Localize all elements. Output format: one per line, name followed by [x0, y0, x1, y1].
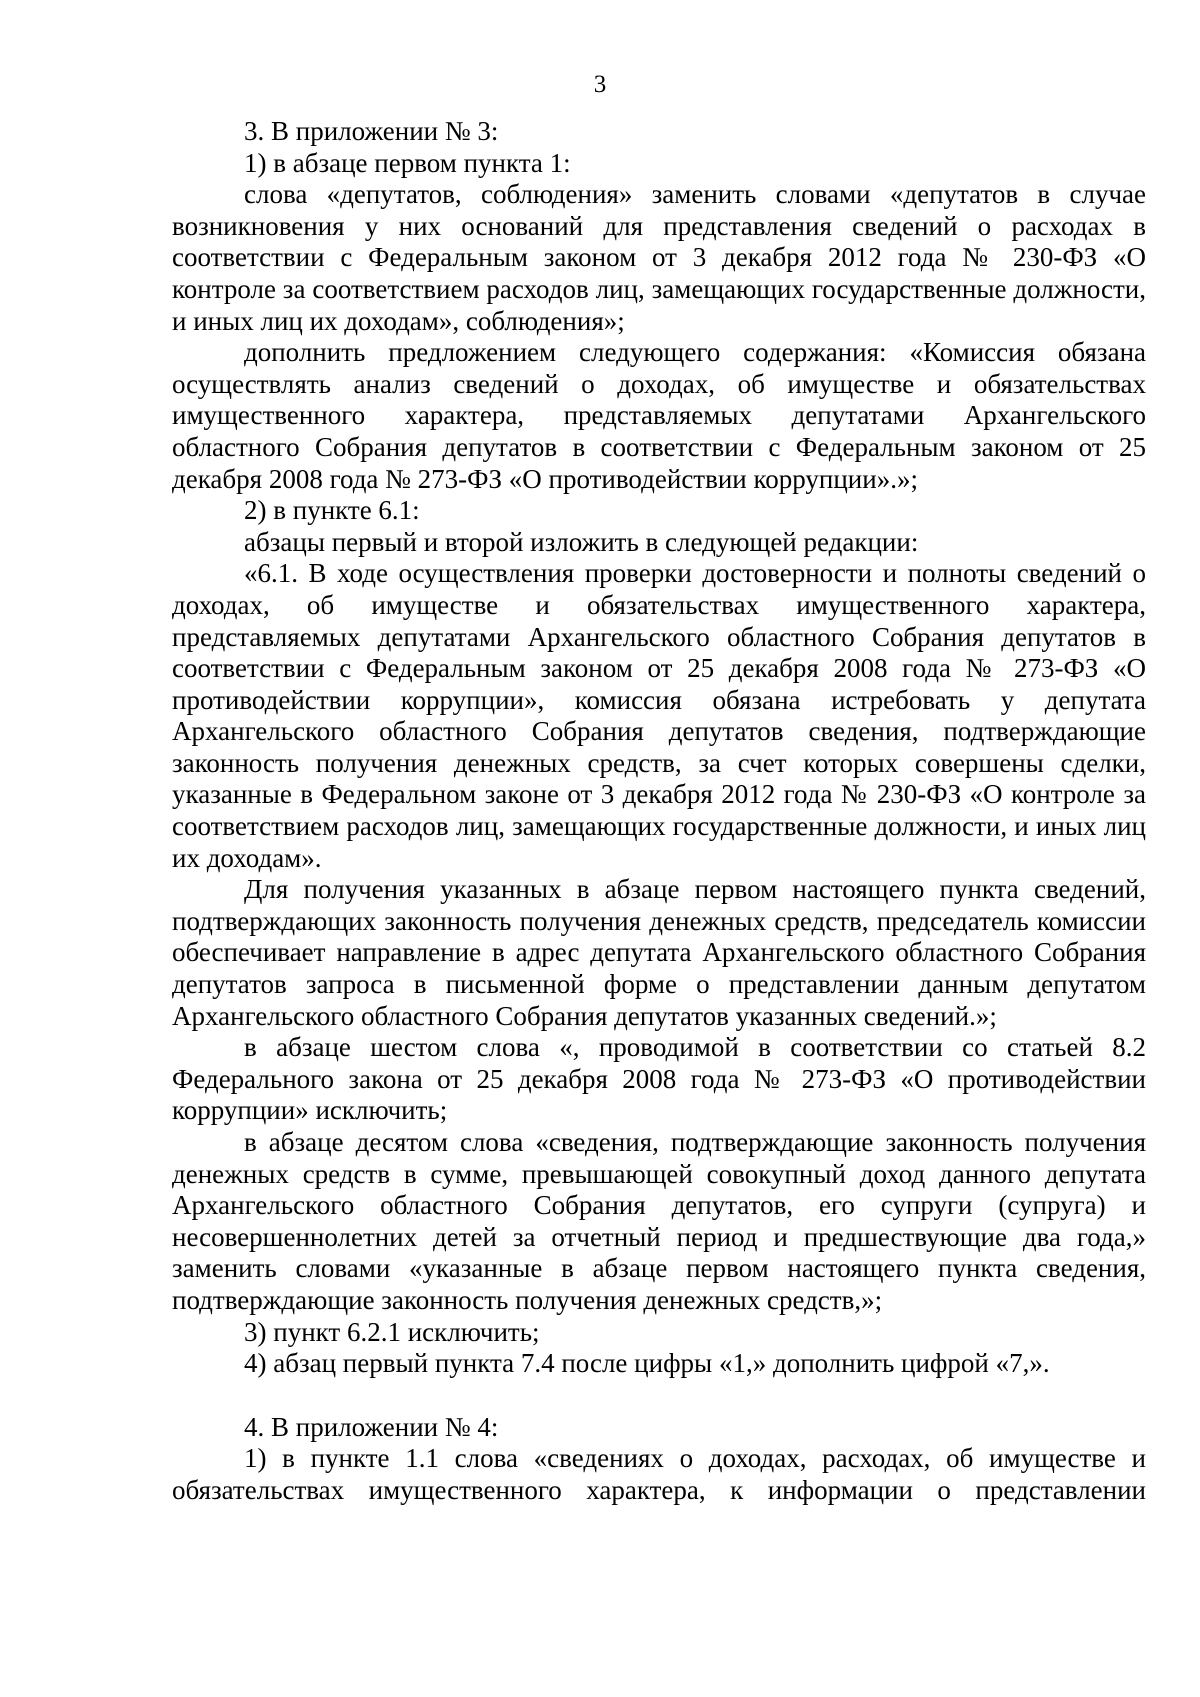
item-heading: 3) пункт 6.2.1 исключить; — [244, 1316, 540, 1347]
section-gap — [172, 1380, 1146, 1412]
paragraph: «6.1. В ходе осуществления проверки достоверности и полноты сведений о доходах, об имуществе и обязательствах имущественного характера, представляемых депутатами Архангельского областного Собрания депутатов в соответствии с Федеральным законом от 25 декабря 2008 года № 273-ФЗ «О противодействии коррупции», комиссия обязана истребовать у депутата Архангельского областного Собрания депутатов сведения, подтверждающие законность получения денежных средств, за счет которых совершены сделки, указанные в Федеральном законе от 3 декабря 2012 года № 230-ФЗ «О контроле за соответствием расходов лиц, замещающих государственные должности, и иных лиц их доходам». — [172, 558, 1146, 873]
item-heading: 1) в абзаце первом пункта 1: — [244, 147, 571, 178]
paragraph: в абзаце шестом слова «, проводимой в соответствии со статьей 8.2 Федерального закона от 25 декабря 2008 года № 273-ФЗ «О противодействии коррупции» исключить; — [172, 1032, 1146, 1126]
section-heading: 3. В приложении № 3: — [244, 116, 499, 146]
paragraph: Для получения указанных в абзаце первом настоящего пункта сведений, подтверждающих законность получения денежных средств, председатель комиссии обеспечивает направление в адрес депутата Архангельского областного Собрания депутатов запроса в письменной форме о представлении данным депутатом Архангельского областного Собрания депутатов указанных сведений.»; — [172, 874, 1146, 1031]
paragraph: абзацы первый и второй изложить в следующей редакции: — [244, 526, 919, 557]
item-heading: 2) в пункте 6.1: — [244, 495, 420, 526]
paragraph: в абзаце десятом слова «сведения, подтверждающие законность получения денежных средств в сумме, превышающей совокупный доход данного депутата Архангельского областного Собрания депутатов, его супруги (супруга) и несовершеннолетних детей за отчетный период и предшествующие два года,» заменить словами «указанные в абзаце первом настоящего пункта сведения, подтверждающие законность получения денежных средств,»; — [172, 1127, 1146, 1315]
item-heading: 4) абзац первый пункта 7.4 после цифры «1,» дополнить цифрой «7,». — [244, 1348, 1050, 1379]
page-number: 3 — [593, 71, 607, 98]
paragraph: дополнить предложением следующего содержания: «Комиссия обязана осуществлять анализ сведений о доходах, об имуществе и обязательствах имущественного характера, представляемых депутатами Архангельского областного Собрания депутатов в соответствии с Федеральным законом от 25 декабря 2008 года № 273-ФЗ «О противодействии коррупции».»; — [172, 337, 1146, 494]
document-body — [172, 116, 1146, 1507]
paragraph: слова «депутатов, соблюдения» заменить словами «депутатов в случае возникновения у них оснований для представления сведений о расходах в соответствии с Федеральным законом от 3 декабря 2012 года № 230-ФЗ «О контроле за соответствием расходов лиц, замещающих государственные должности, и иных лиц их доходам», соблюдения»; — [172, 179, 1146, 336]
paragraph: 1) в пункте 1.1 слова «сведениях о доходах, расходах, об имуществе и обязательствах имущественного характера, к информации о представлении — [172, 1443, 1146, 1505]
section-heading: 4. В приложении № 4: — [244, 1411, 499, 1442]
